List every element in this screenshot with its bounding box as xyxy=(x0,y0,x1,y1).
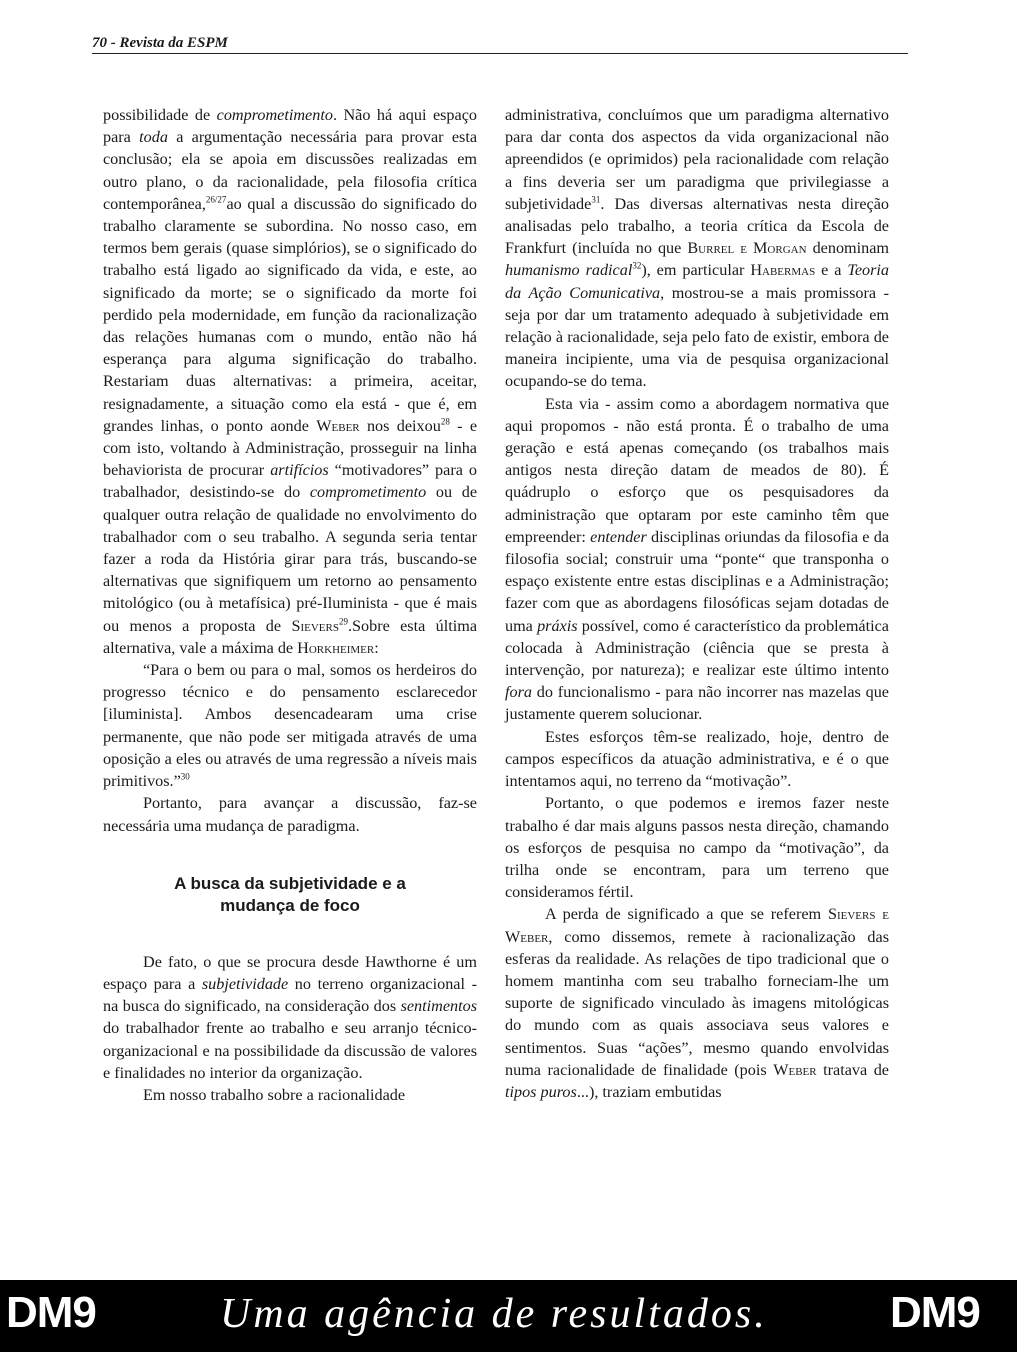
italic-term: entender xyxy=(590,527,647,546)
footnote-ref: 30 xyxy=(180,771,190,782)
text-run: . Não há aqui espaço para xyxy=(103,106,477,147)
text-run: e a xyxy=(815,261,848,280)
text-run: do funcionalismo - para não incorrer nas mazelas que justamente querem solucionar. xyxy=(505,683,889,724)
paragraph xyxy=(103,104,477,659)
footnote-ref: 32 xyxy=(632,261,642,272)
text-run: A perda de significado a que se referem xyxy=(545,905,828,924)
paragraph xyxy=(505,104,889,393)
italic-term: comprometimento xyxy=(309,483,427,502)
text-run: “motivadores” para o trabalhador, desistindo-se do xyxy=(103,461,477,502)
italic-term: práxis xyxy=(537,616,578,635)
paragraph: Em nosso trabalho sobre a racionalidade xyxy=(143,1085,406,1104)
italic-term: artifícios xyxy=(270,461,329,480)
text-run: : xyxy=(374,638,379,657)
text-run: disciplinas oriundas da filosofia e da filosofia social; construir uma “ponte“ que transponha o espaço existente entre estas disciplinas e a Administração; fazer com que as abordagens filosóficas sejam dotadas de uma xyxy=(505,527,889,635)
section-heading xyxy=(103,873,477,917)
text-run: ), em particular xyxy=(641,261,751,280)
author-name: Horkheimer xyxy=(297,638,375,657)
footnote-ref: 29 xyxy=(338,616,348,627)
text-run: possível, como é característico da problemática colocada à Administração (ciência que se presta à intervenção, por natureza); e realizar este último intento xyxy=(505,616,889,680)
text-run: ...), traziam embutidas xyxy=(576,1082,722,1101)
dm9-logo: DM9 xyxy=(6,1288,96,1337)
italic-term: sentimentos xyxy=(400,997,477,1016)
paragraph: Portanto, o que podemos e iremos fazer neste trabalho é dar mais alguns passos nesta direção, chamando os esforços de pesquisa no campo da “motivação”, da trilha onde se encontram, para um terreno que consideramos fértil. xyxy=(505,794,889,902)
text-run: nos deixou xyxy=(359,416,441,435)
text-run: , como dissemos, remete à racionalização das esferas da realidade. As relações de tipo tradicional que o homem mantinha com seu trabalho forneciam-lhe um suporte de significado vinculado às imagens mitológicas do mundo com as quais associava seus valores e sentimentos. Suas “ações”, mesmo quando envolvidas numa racionalidade de finalidade (pois xyxy=(505,927,889,1079)
paragraph xyxy=(505,393,889,726)
ad-slogan: Uma agência de resultados. xyxy=(220,1291,768,1337)
text-run: , mostrou-se a mais promissora - seja por dar um tratamento adequado à subjetividade em relação à racionalidade, seja pelo fato de existir, embora de maneira incipiente, uma via de pesquisa organizacional ocupando-se do tema. xyxy=(505,283,889,391)
heading-line: mudança de foco xyxy=(220,895,360,915)
text-run: no terreno organizacional - na busca do significado, na consideração dos xyxy=(103,974,477,1016)
quote-text: “Para o bem ou para o mal, somos os herdeiros do progresso técnico e do pensamento esclarecedor [iluminista]. Ambos desencadearam uma crise permanente, que não pode ser mitigada através de uma oposição a eles ou através de uma regressão a níveis mais primitivos.” xyxy=(103,661,477,791)
page-number-journal-title: 70 - Revista da ESPM xyxy=(92,35,228,51)
author-name: Sievers xyxy=(291,616,339,635)
advertisement-banner xyxy=(0,1280,1017,1352)
paragraph: Portanto, para avançar a discussão, faz-se necessária uma mudança de paradigma. xyxy=(103,794,477,835)
italic-term: toda xyxy=(139,128,168,147)
text-run: ou de qualquer outra relação de qualidade no envolvimento do trabalhador com o seu trabalho. A segunda seria tentar fazer a roda da História girar para trás, buscando-se alternativas que signifiquem um retorno ao pensamento mitológico (ou à metafísica) pré-Iluminista - que é mais ou menos a proposta de xyxy=(103,483,478,635)
footnote-ref: 31 xyxy=(591,194,601,205)
header-rule xyxy=(92,53,908,54)
heading-line: A busca da subjetividade e a xyxy=(174,873,406,893)
paragraph xyxy=(505,903,889,1103)
author-name: Sievers e Weber xyxy=(505,905,889,946)
paragraph xyxy=(103,951,477,1084)
paragraph: Estes esforços têm-se realizado, hoje, dentro de campos específicos da atuação administrativa, e é o que intentamos aqui, no terreno da “motivação”. xyxy=(505,727,889,791)
text-run: tratava de xyxy=(816,1060,889,1079)
italic-term: subjetividade xyxy=(201,974,289,993)
italic-term: tipos puros xyxy=(505,1082,577,1101)
italic-term: Teoria da Ação Comunicativa xyxy=(505,261,889,302)
running-header xyxy=(92,34,908,54)
author-name: Habermas xyxy=(750,261,816,280)
dm9-logo: DM9 xyxy=(890,1288,980,1337)
left-column xyxy=(103,104,477,1106)
italic-term: comprometimento xyxy=(216,106,333,124)
text-run: administrativa, concluímos que um paradigma alternativo para dar conta dos aspectos da vida organizacional não apreendidos (e oprimidos) pela racionalidade com relação a fins deveria ser um paradigma que privilegiasse a subjetividade xyxy=(505,106,889,213)
text-run: - e com isto, voltando à Administração, prosseguir na linha behaviorista de procurar xyxy=(103,416,478,480)
block-quote xyxy=(103,659,477,792)
right-column xyxy=(505,104,889,1103)
italic-term: humanismo radical xyxy=(505,261,633,280)
text-run: possibilidade de xyxy=(103,106,217,124)
text-run: . Das diversas alternativas nesta direção analisadas pelo trabalho, a teoria crítica da Escola de Frankfurt (incluída no que xyxy=(505,194,889,258)
footnote-ref: 26/27 xyxy=(205,194,227,205)
text-run: denominam xyxy=(806,239,889,258)
author-name: Weber xyxy=(316,416,360,435)
text-run: ao qual a discussão do significado do trabalho claramente se subordina. No nosso caso, em termos bem gerais (quase simplórios), se o significado do trabalho está ligado ao significado da vida, e este, ao significado da morte; se o significado da morte foi perdido pela modernidade, em função da racionalização das relações humanas com o mundo, então não há esperança para alguma significação do trabalho. Restariam duas alternativas: a primeira, aceitar, resignadamente, a situação como ela está - que é, em grandes linhas, o ponto aonde xyxy=(103,194,477,435)
italic-term: fora xyxy=(505,683,532,702)
footnote-ref: 28 xyxy=(440,416,450,427)
text-run: De fato, o que se procura desde Hawthorne é um espaço para a xyxy=(103,952,477,993)
text-run: Esta via - assim como a abordagem normativa que aqui propomos - não está pronta. É o trabalho de uma geração e está apenas começando (os trabalhos mais antigos nesta direção datam de meados de 80). É quádruplo o esforço que os pesquisadores da administração que optaram por este caminho têm que empreender: xyxy=(505,394,889,546)
author-name: Weber xyxy=(773,1060,817,1079)
text-run: .Sobre esta última alternativa, vale a máxima de xyxy=(103,616,477,657)
text-run: do trabalhador frente ao trabalho e seu arranjo técnico-organizacional e na possibilidade da discussão de valores e finalidades no interior da organização. xyxy=(103,1019,477,1082)
author-name: Burrel e Morgan xyxy=(687,239,807,258)
text-run: a argumentação necessária para provar esta conclusão; ela se apoia em discussões realizadas em outro plano, o da racionalidade, pela filosofia crítica contemporânea, xyxy=(103,128,477,213)
